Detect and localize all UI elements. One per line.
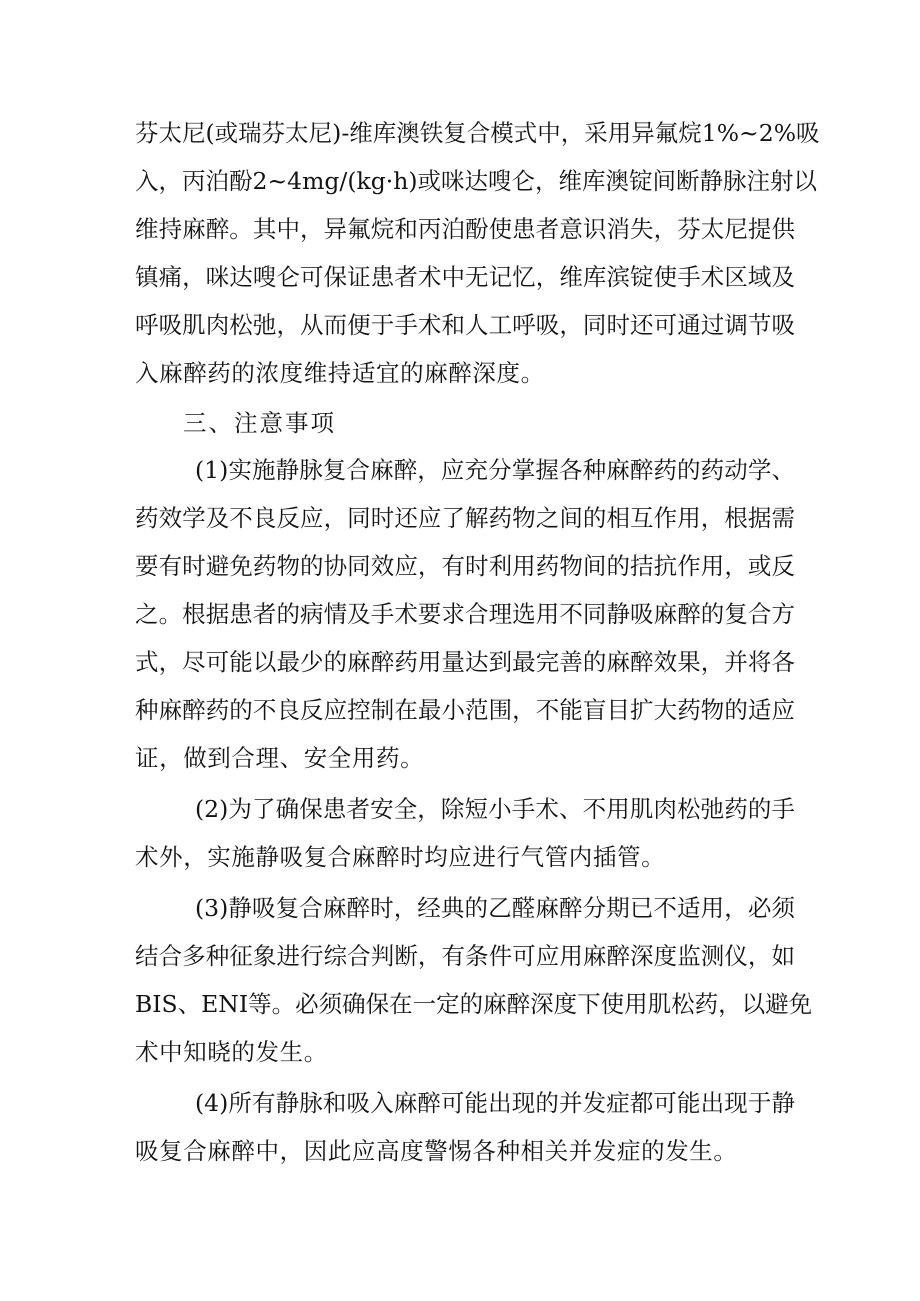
list-item-line: 证，做到合理、安全用药。 xyxy=(135,744,425,772)
list-item-line: (1)实施静脉复合麻醉，应充分掌握各种麻醉药的药动学、 xyxy=(195,456,795,484)
list-item-line: 药效学及不良反应，同时还应了解药物之间的相互作用，根据需 xyxy=(135,504,795,532)
paragraph-line: 镇痛，咪达嗖仑可保证患者术中无记忆，维库滨锭使手术区域及 xyxy=(135,263,795,291)
paragraph-line: 维持麻醉。其中，异氟烷和丙泊酚使患者意识消失，芬太尼提供 xyxy=(135,215,795,243)
section-heading: 三、注意事项 xyxy=(183,409,336,437)
list-item-line: (2)为了确保患者安全，除短小手术、不用肌肉松弛药的手 xyxy=(195,795,795,823)
list-item-line: 吸复合麻醉中，因此应高度警惕各种相关并发症的发生。 xyxy=(135,1137,738,1165)
list-item-line: 结合多种征象进行综合判断，有条件可应用麻醉深度监测仪，如 xyxy=(135,942,795,970)
paragraph-line: 入麻醉药的浓度维持适宜的麻醉深度。 xyxy=(135,359,545,387)
list-item-line: (3)静吸复合麻醉时，经典的乙醛麻醉分期已不适用，必须 xyxy=(195,894,795,922)
list-item-line: BIS、ENI等。必须确保在一定的麻醉深度下使用肌松药，以避免 xyxy=(135,990,813,1018)
list-item-line: 要有时避免药物的协同效应，有时利用药物间的拮抗作用，或反 xyxy=(135,552,795,580)
paragraph-line: 芬太尼(或瑞芬太尼)-维库澳铁复合模式中，采用异氟烷1%~2%吸 xyxy=(135,119,820,147)
list-item-line: 术外，实施静吸复合麻醉时均应进行气管内插管。 xyxy=(135,843,666,871)
paragraph-line: 入，丙泊酚2~4mg/(kg·h)或咪达嗖仑，维库澳锭间断静脉注射以 xyxy=(135,167,818,195)
paragraph-line: 呼吸肌肉松弛，从而便于手术和人工呼吸，同时还可通过调节吸 xyxy=(135,311,795,339)
list-item-line: (4)所有静脉和吸入麻醉可能出现的并发症都可能出现于静 xyxy=(195,1089,795,1117)
list-item-line: 之。根据患者的病情及手术要求合理选用不同静吸麻醉的复合方 xyxy=(135,600,795,628)
list-item-line: 式，尽可能以最少的麻醉药用量达到最完善的麻醉效果，并将各 xyxy=(135,648,795,676)
list-item-line: 种麻醉药的不良反应控制在最小范围，不能盲目扩大药物的适应 xyxy=(135,696,795,724)
list-item-line: 术中知晓的发生。 xyxy=(135,1038,328,1066)
